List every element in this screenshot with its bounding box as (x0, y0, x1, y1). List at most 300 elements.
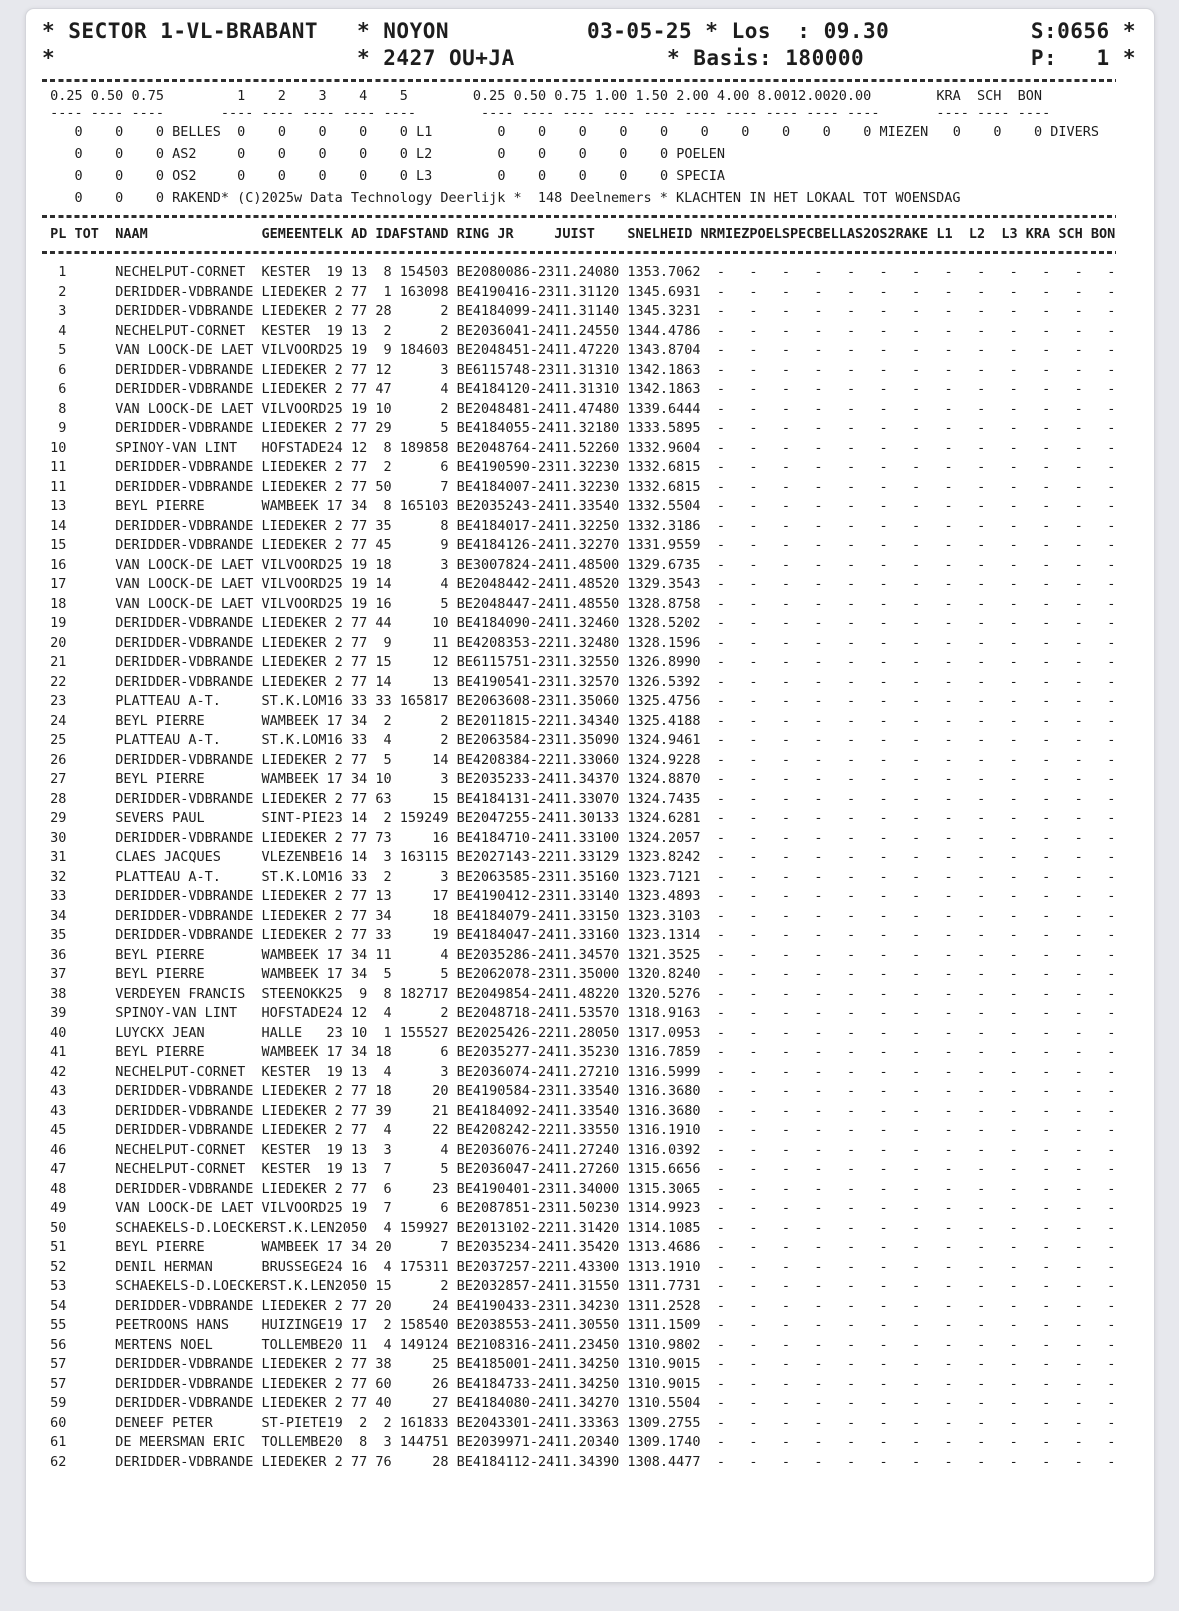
cell-l3: - (1009, 1083, 1018, 1099)
cell-snelheid: 1320.5276 (627, 985, 701, 1002)
cell-kra: - (1042, 693, 1051, 709)
cell-tot (75, 1181, 99, 1197)
cell-lk: 2 (326, 537, 343, 553)
cell-sch: - (1074, 1005, 1083, 1021)
cell-miez: - (716, 985, 725, 1002)
cell-spec: - (781, 868, 791, 885)
cell-id: 9 (375, 342, 392, 358)
cell-ring: BE4184007-24 (456, 478, 555, 495)
cell-bell: - (814, 1395, 823, 1411)
cell-afstand: 2 (399, 1005, 449, 1021)
cell-rake: - (912, 1063, 921, 1080)
cell-naam: DERIDDER-VDBRANDE (115, 634, 262, 651)
cell-ad: 77 (350, 361, 368, 378)
cell-tot (75, 1434, 99, 1450)
cell-ad: 77 (350, 673, 368, 690)
cell-pl: 2 (42, 283, 67, 300)
cell-bell: - (814, 634, 823, 651)
cell-id: 1 (375, 1024, 392, 1041)
cell-juist: 11.33150 (554, 907, 620, 924)
cell-naam: VAN LOOCK-DE LAET (115, 576, 262, 592)
cell-sch: - (1074, 342, 1083, 358)
cell-l1: - (944, 1336, 953, 1353)
cell-bon: - (1107, 771, 1116, 787)
cell-snelheid: 1310.9015 (627, 1356, 701, 1372)
cell-bell: - (814, 1200, 823, 1216)
cell-naam: DERIDDER-VDBRANDE (115, 1122, 262, 1138)
cell-tot (75, 771, 99, 787)
cell-ad: 13 (350, 264, 368, 280)
table-row (42, 946, 1138, 966)
table-row (42, 419, 1138, 439)
cell-ad: 34 (350, 1044, 368, 1060)
cell-id: 45 (375, 537, 392, 553)
cell-bon: - (1107, 946, 1116, 963)
cell-miez: - (716, 1122, 725, 1138)
cell-bell: - (814, 1102, 823, 1119)
cell-ad: 12 (350, 439, 368, 456)
cell-miez: - (716, 927, 725, 943)
cell-juist: 11.31310 (554, 361, 620, 378)
cell-l3: - (1009, 556, 1018, 573)
cell-ring: BE4184112-24 (456, 1453, 555, 1470)
cell-gemeente: HUIZINGE (261, 1317, 327, 1333)
cell-ad: 19 (350, 576, 368, 592)
cell-l3: - (1009, 907, 1018, 924)
cell-tot (75, 1103, 99, 1119)
cell-poel: - (749, 439, 758, 456)
cell-ring: BE2063584-23 (456, 732, 555, 748)
cell-l1: - (944, 829, 953, 846)
cell-os2: - (879, 712, 888, 729)
cell-l3: - (1009, 829, 1018, 846)
cell-ad: 77 (350, 634, 368, 651)
cell-naam: NECHELPUT-CORNET (115, 1161, 262, 1177)
header-star: * (42, 46, 56, 70)
cell-gemeente: LIEDEKER (261, 1453, 327, 1470)
cell-kra: - (1042, 400, 1051, 417)
cell-spec: - (781, 673, 791, 690)
cell-l3: - (1009, 790, 1018, 807)
cell-naam: SPINOY-VAN LINT (115, 439, 262, 456)
col-ring: RING (456, 226, 490, 242)
cell-l2: - (977, 1044, 986, 1060)
table-row (42, 595, 1138, 615)
cell-poel: - (749, 615, 758, 631)
cell-kra: - (1042, 1278, 1051, 1294)
cell-poel: - (749, 556, 758, 573)
cell-ad: 77 (350, 537, 368, 553)
cell-ad: 77 (350, 751, 368, 768)
cell-afstand: 26 (399, 1375, 449, 1392)
cell-kra: - (1042, 1083, 1051, 1099)
cell-as2: - (846, 264, 856, 280)
cell-miez: - (716, 966, 725, 982)
cell-sch: - (1074, 595, 1083, 612)
cell-ad: 77 (350, 1102, 368, 1119)
cell-l3: - (1009, 868, 1018, 885)
table-row (42, 497, 1138, 517)
cell-snelheid: 1332.6815 (627, 459, 701, 475)
cell-snelheid: 1309.1740 (627, 1434, 701, 1450)
cell-miez: - (716, 1044, 725, 1060)
cell-gemeente: LIEDEKER (261, 303, 327, 319)
cell-afstand: 4 (399, 576, 449, 592)
cell-ad: 33 (350, 693, 368, 709)
cell-l2: - (977, 1005, 986, 1021)
cell-l1: - (944, 517, 953, 534)
cell-lk: 17 (326, 712, 343, 729)
cell-l3: - (1009, 459, 1018, 475)
cell-afstand: 158540 (399, 1317, 449, 1333)
cell-lk: 17 (326, 946, 343, 963)
table-row (42, 1336, 1138, 1356)
cell-tot (75, 264, 99, 280)
cell-l2: - (977, 595, 986, 612)
cell-l1: - (944, 1083, 953, 1099)
cell-tot (75, 830, 99, 846)
cell-id: 33 (375, 693, 392, 709)
cell-l2: - (977, 478, 986, 495)
cell-l2: - (977, 1395, 986, 1411)
cell-tot (75, 1356, 99, 1372)
cell-sch: - (1074, 888, 1083, 904)
cell-juist: 11.31420 (554, 1219, 620, 1236)
cell-naam: DERIDDER-VDBRANDE (115, 615, 262, 631)
cell-tot (75, 381, 99, 397)
cell-juist: 11.34370 (554, 771, 620, 787)
cell-ring: BE2036047-24 (456, 1161, 555, 1177)
cell-gemeente: ST.K.LOM (261, 693, 327, 709)
cell-spec: - (781, 439, 791, 456)
cell-spec: - (781, 771, 791, 787)
cell-l2: - (977, 673, 986, 690)
table-row (42, 887, 1138, 907)
cell-tot (75, 1005, 99, 1021)
cell-miez: - (716, 342, 725, 358)
cell-miez: - (716, 1258, 725, 1275)
cell-sch: - (1074, 303, 1083, 319)
cell-sch: - (1074, 1063, 1083, 1080)
cell-kra: - (1042, 1375, 1051, 1392)
cell-l1: - (944, 459, 953, 475)
cell-bon: - (1107, 1122, 1116, 1138)
cell-l1: - (944, 1005, 953, 1021)
cell-pl: 9 (42, 420, 67, 436)
cell-sch: - (1074, 361, 1083, 378)
cell-pl: 62 (42, 1453, 67, 1470)
cell-l3: - (1009, 849, 1018, 865)
cell-id: 4 (375, 1219, 392, 1236)
cell-gemeente: LIEDEKER (261, 634, 327, 651)
cell-kra: - (1042, 732, 1051, 748)
cell-rake: - (912, 595, 921, 612)
col-nr: NR (700, 226, 717, 242)
cell-tot (75, 1122, 99, 1138)
cell-gemeente: VILVOORD (261, 1200, 327, 1216)
cell-l2: - (977, 1336, 986, 1353)
cell-sch: - (1074, 537, 1083, 553)
cell-naam: PLATTEAU A-T. (115, 868, 262, 885)
table-row (42, 653, 1138, 673)
separator (42, 215, 1116, 218)
cell-l1: - (944, 849, 953, 865)
cell-ring: BE2025426-22 (456, 1024, 555, 1041)
cell-bon: - (1107, 1414, 1116, 1431)
cell-id: 29 (375, 420, 392, 436)
cell-id: 8 (375, 439, 392, 456)
cell-as2: - (846, 1122, 856, 1138)
cell-lk: 20 (334, 1278, 351, 1294)
cell-rake: - (912, 342, 921, 358)
cell-naam: DERIDDER-VDBRANDE (115, 1395, 262, 1411)
cell-juist: 11.34250 (554, 1375, 620, 1392)
cell-l1: - (944, 712, 953, 729)
cell-bon: - (1107, 1395, 1116, 1411)
cell-ring: BE4190416-23 (456, 283, 555, 300)
cell-bell: - (814, 498, 823, 514)
cell-l3: - (1009, 381, 1018, 397)
cell-ad: 12 (350, 1005, 368, 1021)
cell-rake: - (912, 712, 921, 729)
cell-lk: 2 (326, 420, 343, 436)
cell-as2: - (846, 1200, 856, 1216)
cell-naam: DERIDDER-VDBRANDE (115, 654, 262, 670)
cell-l3: - (1009, 1375, 1018, 1392)
cell-spec: - (781, 537, 791, 553)
cell-os2: - (879, 361, 888, 378)
cell-gemeente: LIEDEKER (261, 615, 327, 631)
cell-afstand: 155527 (399, 1024, 449, 1041)
cell-os2: - (879, 1239, 888, 1255)
cell-tot (75, 1239, 99, 1255)
cell-naam: VAN LOOCK-DE LAET (115, 342, 262, 358)
cell-pl: 51 (42, 1239, 67, 1255)
cell-l3: - (1009, 1122, 1018, 1138)
cell-l3: - (1009, 888, 1018, 904)
cell-tot (75, 596, 99, 612)
stats-row (42, 143, 1138, 165)
cell-snelheid: 1328.1596 (627, 634, 701, 651)
cell-tot (75, 1298, 99, 1314)
cell-tot (75, 986, 99, 1002)
cell-gemeente: LIEDEKER (261, 478, 327, 495)
cell-l2: - (977, 1258, 986, 1275)
cell-l3: - (1009, 1063, 1018, 1080)
cell-afstand: 14 (399, 751, 449, 768)
cell-l2: - (977, 732, 986, 748)
cell-sch: - (1074, 439, 1083, 456)
cell-bon: - (1107, 966, 1116, 982)
cell-juist: 11.33100 (554, 829, 620, 846)
cell-poel: - (749, 1141, 758, 1158)
cell-bon: - (1107, 1180, 1116, 1197)
cell-l1: - (944, 342, 953, 358)
cell-l1: - (944, 927, 953, 943)
cell-bell: - (814, 985, 823, 1002)
cell-juist: 11.34340 (554, 712, 620, 729)
cell-l1: - (944, 1317, 953, 1333)
cell-spec: - (781, 1356, 791, 1372)
cell-l3: - (1009, 1161, 1018, 1177)
cell-tot (75, 1161, 99, 1177)
col-l1: L1 (936, 226, 953, 242)
cell-id: 60 (375, 1375, 392, 1392)
cell-kra: - (1042, 1297, 1051, 1314)
cell-lk: 2 (326, 829, 343, 846)
cell-snelheid: 1342.1863 (627, 361, 701, 378)
cell-kra: - (1042, 1063, 1051, 1080)
cell-lk: 16 (326, 849, 343, 865)
cell-snelheid: 1339.6444 (627, 400, 701, 417)
cell-ad: 19 (350, 342, 368, 358)
cell-juist: 11.47480 (554, 400, 620, 417)
cell-l1: - (944, 1239, 953, 1255)
cell-lk: 2 (326, 459, 343, 475)
cell-bell: - (814, 829, 823, 846)
cell-ring: BE2063608-23 (456, 693, 555, 709)
cell-gemeente: LIEDEKER (261, 420, 327, 436)
cell-tot (75, 420, 99, 436)
cell-os2: - (879, 556, 888, 573)
cell-lk: 17 (326, 1044, 343, 1060)
cell-os2: - (879, 1083, 888, 1099)
cell-afstand: 184603 (399, 342, 449, 358)
cell-sch: - (1074, 283, 1083, 300)
cell-poel: - (749, 1161, 758, 1177)
cell-l2: - (977, 1024, 986, 1041)
cell-as2: - (846, 303, 856, 319)
cell-as2: - (846, 732, 856, 748)
cell-l2: - (977, 361, 986, 378)
cell-juist: 11.30133 (554, 810, 620, 826)
cell-ring: BE4208384-22 (456, 751, 555, 768)
cell-bon: - (1107, 1297, 1116, 1314)
cell-bell: - (814, 556, 823, 573)
cell-juist: 11.52260 (554, 439, 620, 456)
cell-ring: BE2047255-24 (456, 810, 555, 826)
cell-poel: - (749, 693, 758, 709)
cell-lk: 2 (326, 1297, 343, 1314)
cell-as2: - (846, 771, 856, 787)
stat-value: 0 (936, 124, 961, 140)
cell-sch: - (1074, 732, 1083, 748)
stat-value: 0 (554, 124, 587, 140)
cell-l3: - (1009, 537, 1018, 553)
cell-bon: - (1107, 907, 1116, 924)
cell-l2: - (977, 849, 986, 865)
cell-l3: - (1009, 1453, 1018, 1470)
cell-bon: - (1107, 927, 1116, 943)
cell-gemeente: VILVOORD (261, 576, 327, 592)
stat-value: 0 (399, 168, 408, 184)
cell-l2: - (977, 771, 986, 787)
table-row (42, 1453, 1138, 1473)
cell-as2: - (846, 1336, 856, 1353)
cell-afstand: 159249 (399, 810, 449, 826)
cell-id: 35 (375, 517, 392, 534)
cell-pl: 23 (42, 693, 67, 709)
table-row (42, 1180, 1138, 1200)
cell-as2: - (846, 1063, 856, 1080)
cell-naam: PLATTEAU A-T. (115, 693, 262, 709)
cell-juist: 11.24080 (554, 264, 620, 280)
cell-juist: 11.28050 (554, 1024, 620, 1041)
col-lk: LK (326, 226, 343, 242)
stat-value: 0 (472, 168, 506, 184)
cell-bon: - (1107, 1278, 1116, 1294)
cell-miez: - (716, 1278, 725, 1294)
cell-spec: - (781, 732, 791, 748)
cell-id: 5 (375, 751, 392, 768)
cell-as2: - (846, 829, 856, 846)
cell-l1: - (944, 1219, 953, 1236)
cell-spec: - (781, 1434, 791, 1450)
cell-bon: - (1107, 537, 1116, 553)
cell-l2: - (977, 537, 986, 553)
cell-kra: - (1042, 1122, 1051, 1138)
cell-as2: - (846, 478, 856, 495)
cell-afstand: 163098 (399, 283, 449, 300)
col-tot: TOT (74, 226, 99, 242)
cell-juist: 11.47220 (554, 342, 620, 358)
cell-ring: BE2062078-23 (456, 966, 555, 982)
stat-col-header: 2.00 (676, 88, 709, 104)
cell-l2: - (977, 322, 986, 339)
table-row (42, 1024, 1138, 1044)
cell-sch: - (1074, 1161, 1083, 1177)
cell-pl: 60 (42, 1414, 67, 1431)
stat-col-header: 5 (399, 88, 408, 104)
cell-naam: VAN LOOCK-DE LAET (115, 595, 262, 612)
stat-value: 0 (798, 124, 831, 140)
table-row (42, 673, 1138, 693)
cell-lk: 2 (326, 381, 343, 397)
cell-rake: - (912, 1044, 921, 1060)
cell-l2: - (977, 381, 986, 397)
cell-miez: - (716, 439, 725, 456)
cell-juist: 11.48220 (554, 985, 620, 1002)
cell-kra: - (1042, 1161, 1051, 1177)
cell-l1: - (944, 1141, 953, 1158)
cell-afstand: 25 (399, 1356, 449, 1372)
cell-lk: 2 (326, 907, 343, 924)
sector-title: * SECTOR 1-VL-BRABANT (42, 19, 319, 43)
col-gemeente: GEMEENTE (261, 226, 327, 242)
cell-miez: - (716, 1453, 725, 1470)
cell-ring: BE2035286-24 (456, 946, 555, 963)
cell-rake: - (912, 1375, 921, 1392)
cell-os2: - (879, 673, 888, 690)
cell-id: 18 (375, 556, 392, 573)
cell-l1: - (944, 498, 953, 514)
cell-sch: - (1074, 1336, 1083, 1353)
cell-sch: - (1074, 1219, 1083, 1236)
table-row (42, 361, 1138, 381)
cell-naam: BEYL PIERRE (115, 966, 262, 982)
cell-miez: - (716, 907, 725, 924)
cell-rake: - (912, 1356, 921, 1372)
cell-gemeente: LIEDEKER (261, 361, 327, 378)
underline: ---- (806, 105, 839, 121)
cell-l2: - (977, 1239, 986, 1255)
cell-ring: BE2011815-22 (456, 712, 555, 729)
stat-value: 0 (594, 168, 628, 184)
cell-l2: - (977, 420, 986, 436)
cell-sch: - (1074, 966, 1083, 982)
cell-id: 20 (375, 1239, 392, 1255)
col-os2: OS2 (871, 226, 896, 242)
